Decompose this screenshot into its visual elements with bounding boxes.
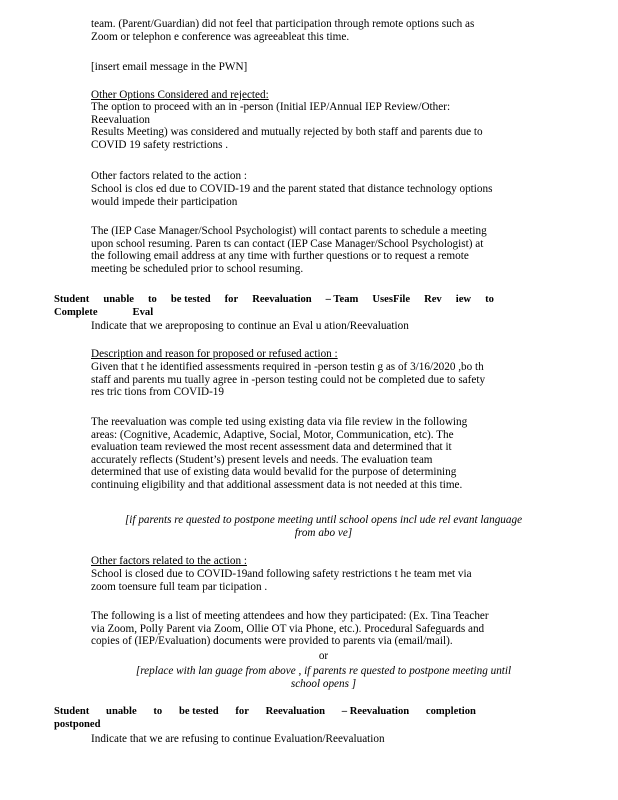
contact-line: upon school resuming. Paren ts can contact (IEP Case Manager/School Psychologist) at bbox=[91, 237, 484, 250]
contact-line: the following email address at any time with further questions or to request a remote bbox=[91, 250, 469, 263]
other-options-line: Reevaluation bbox=[91, 113, 151, 126]
section-title-word: completion bbox=[425, 706, 476, 717]
reevaluation-line: determined that use of existing data would bevalid for the purpose of determining bbox=[91, 466, 457, 479]
section-title-reevaluation-postponed bbox=[54, 706, 476, 731]
section-title-word: to bbox=[485, 294, 494, 305]
other-factors-line: would impede their participation bbox=[91, 195, 238, 208]
reevaluation-line: areas: (Cognitive, Academic, Adaptive, Social, Motor, Communication, etc). The bbox=[91, 428, 454, 441]
replace-note-line: [replace with lan guage from above , if parents re quested to postpone meeting until bbox=[135, 665, 512, 677]
reevaluation-line: accurately reflects (Student’s) present levels and needs. The evaluation team bbox=[91, 453, 433, 466]
other-options-line: The option to proceed with an in -person (Initial IEP/Annual IEP Review/Other: bbox=[91, 101, 451, 113]
other-factors-heading: Other factors related to the action : bbox=[91, 170, 247, 182]
section-title-word: Complete bbox=[54, 306, 98, 318]
other-factors-line: School is clos ed due to COVID-19 and the parent stated that distance technology options bbox=[91, 183, 493, 195]
section-title-word: be tested bbox=[170, 294, 211, 305]
section-title-word: unable bbox=[106, 706, 137, 717]
description-heading: Description and reason for proposed or refused action : bbox=[91, 348, 338, 360]
section-title-word: to bbox=[153, 706, 163, 717]
attendees-line: copies of (IEP/Evaluation) documents were provided to parents via (email/mail). bbox=[91, 635, 453, 648]
reevaluation-line: continuing eligibility and that additional assessment data is not needed at this time. bbox=[91, 478, 463, 491]
section-title-word: be tested bbox=[178, 706, 219, 717]
or-separator bbox=[91, 650, 556, 663]
attendees-line: The following is a list of meeting attendees and how they participated: (Ex. Tina Teacher bbox=[91, 610, 489, 622]
other-factors-2-line: School is closed due to COVID-19and following safety restrictions t he team met via bbox=[91, 568, 472, 580]
indicate-text: Indicate that we are refusing to continue Evaluation/Reevaluation bbox=[91, 733, 385, 745]
contact-paragraph bbox=[91, 225, 556, 275]
other-options-line: Results Meeting) was considered and mutually rejected by both staff and parents due to bbox=[91, 126, 483, 139]
insert-email-text: [insert email message in the PWN] bbox=[91, 61, 248, 73]
description-line: Given that t he identified assessments required in -person testin g as of 3/16/2020 ,bo th bbox=[91, 361, 484, 373]
section-title-word: Eval bbox=[132, 306, 154, 318]
section-title-word: Student bbox=[54, 706, 90, 717]
replace-note bbox=[91, 665, 556, 690]
section-title-team-uses-file-review bbox=[54, 294, 494, 319]
attendees-line: via Zoom, Polly Parent via Zoom, Ollie OT via Phone, etc.). Procedural Safeguards and bbox=[91, 622, 485, 635]
section-title-word: for bbox=[224, 294, 239, 305]
section-title-word: postponed bbox=[54, 718, 101, 730]
description-paragraph bbox=[91, 361, 556, 399]
other-factors-2-paragraph bbox=[91, 568, 556, 593]
section-title-word: Reevaluation bbox=[265, 706, 326, 717]
section-title-word: Student bbox=[54, 294, 90, 305]
other-factors-paragraph bbox=[91, 183, 556, 208]
indicate-text: Indicate that we areproposing to continue an Eval u ation/Reevaluation bbox=[91, 320, 409, 332]
section-title-word: – Reevaluation bbox=[341, 706, 410, 717]
intro-paragraph bbox=[91, 18, 556, 43]
postpone-note-line: from abo ve] bbox=[294, 526, 353, 539]
description-line: res tric tions from COVID-19 bbox=[91, 386, 224, 399]
postpone-note bbox=[91, 514, 556, 539]
reevaluation-line: The reevaluation was comple ted using existing data via file review in the following bbox=[91, 416, 468, 428]
intro-line: Zoom or telephon e conference was agreeableat this time. bbox=[91, 30, 350, 43]
reevaluation-paragraph bbox=[91, 416, 556, 492]
section-title-word: to bbox=[148, 294, 157, 305]
section-title-word: for bbox=[235, 706, 249, 717]
other-factors-2-line: zoom toensure full team par ticipation . bbox=[91, 580, 268, 593]
description-line: staff and parents mu tually agree in -person testing could not be completed due to safety bbox=[91, 373, 486, 386]
attendees-paragraph bbox=[91, 610, 556, 648]
insert-email-placeholder bbox=[91, 61, 556, 74]
section-title-word: Rev bbox=[424, 294, 442, 305]
section1-indicate bbox=[91, 320, 556, 333]
section2-indicate bbox=[91, 733, 556, 746]
contact-line: meeting be scheduled prior to school resuming. bbox=[91, 262, 304, 275]
postpone-note-line: [if parents re quested to postpone meeting until school opens incl ude rel evant language bbox=[124, 514, 523, 526]
contact-line: The (IEP Case Manager/School Psychologist) will contact parents to schedule a meeting bbox=[91, 225, 487, 237]
intro-line: team. (Parent/Guardian) did not feel that participation through remote options such as bbox=[91, 18, 475, 30]
replace-note-line: school opens ] bbox=[290, 677, 357, 690]
section-title-word: Reevaluation bbox=[252, 294, 312, 305]
other-options-line: COVID 19 safety restrictions . bbox=[91, 138, 229, 151]
or-text: or bbox=[318, 650, 329, 662]
other-factors-2-heading: Other factors related to the action : bbox=[91, 555, 247, 567]
reevaluation-line: evaluation team reviewed the most recent assessment data and determined that it bbox=[91, 441, 452, 454]
section-title-word: unable bbox=[103, 294, 134, 305]
section-title-word: UsesFile bbox=[372, 294, 411, 305]
other-options-paragraph bbox=[91, 101, 556, 151]
section-title-word: – Team bbox=[325, 294, 359, 305]
section-title-word: iew bbox=[455, 294, 472, 305]
other-options-heading: Other Options Considered and rejected: bbox=[91, 89, 269, 101]
